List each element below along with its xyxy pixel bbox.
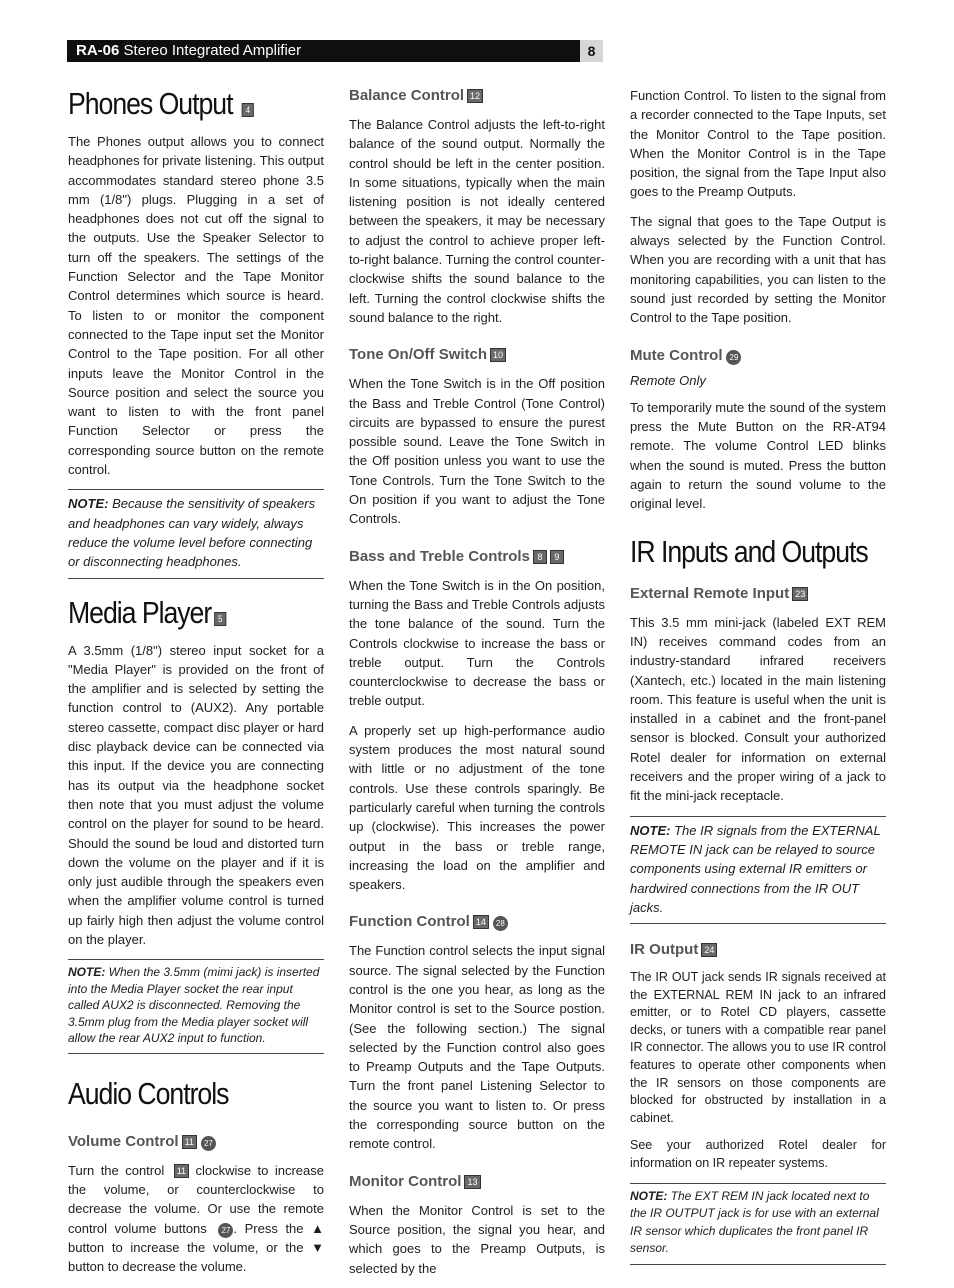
header-title xyxy=(76,42,301,59)
bass-treble-body-1: When the Tone Switch is in the On position, turning the Bass and Treble Controls adjusts the tone balance of the sound. Turn the Controls clockwise to increase the bass or treble output. Turn the Controls counterclockwise to decrease the bass or treble output. xyxy=(349,577,605,709)
ref-tag: 5 xyxy=(214,612,226,626)
media-body: A 3.5mm (1/8") stereo input socket for a "Media Player" is provided on the front of the amplifier and is selected by setting the function control to (AUX2). Any portable stereo cassette, compact disc player or hard disc playback device can be connected via this input. If the device you are connecting has its output via the headphone socket then note that you must adjust the volume control on the player for sound to be heard. Should the sound be loud and distorted turn down the volume on the player and if it is only just audible through the speakers even when the amplifier volume control is turned up fairly high then adjust the volume control on the player. xyxy=(68,642,324,947)
section-title-ir: IR Inputs and Outputs xyxy=(630,533,868,569)
phones-body: The Phones output allows you to connect headphones for private listening. This output accommodates standard stereo phone 3.5 mm (1/8") plugs. Plugging in a set of headphones does not cut off the signal to the outputs. Use the Speaker Selector to turn off the speakers. The settings of the Function Selector and the Tape Monitor Control determines which source is heard. To listen to or monitor the component connected to the Tape input set the Monitor Control to the Tape position. For all other inputs leave the Monitor Control in the Source position and select the source you want to listen to with the front panel Function Selector or press the corresponding source button on the remote control. xyxy=(68,134,324,478)
column-2 xyxy=(349,86,605,1288)
bass-treble-body-2: A properly set up high-performance audio system produces the most natural sound with little or no adjustment of the tone controls. Use these controls sparingly. Be particularly careful when turning the controls up (clockwise). This increases the power output in the bass or treble range, increasing the load on the amplifier and speakers. xyxy=(349,722,605,893)
bass-treble-heading: Bass and Treble Controls 8 9 xyxy=(349,547,605,567)
balance-heading: Balance Control 12 xyxy=(349,86,605,106)
mute-subtitle: Remote Only xyxy=(630,372,706,388)
monitor-continued-1: Function Control. To listen to the signal from a recorder connected to the Tape Inputs, set the Monitor Control to the Tape position. When the Monitor Control is in the Tape position, the signal from the Tape Input also goes to the Preamp Outputs. xyxy=(630,88,886,200)
tone-body: When the Tone Switch is in the Off position the Bass and Treble Control (Tone Control) circuits are bypassed to ensure the purest possible sound. Leave the Tone Switch in the Off position unless you want to use the Tone Controls. Turn the Tone Switch to the On position if you want to adjust the Tone Controls. xyxy=(349,376,605,527)
ir-output-body: The IR OUT jack sends IR signals received at the EXTERNAL REM IN jack to an infrared emitter, or to Rotel CD players, cassette decks, or tuners with a compatible rear panel IR connector. The allows you to use IR control features to operate other components when the IR sensors on those components are blocked for obstructed by installation in a cabinet. xyxy=(630,970,886,1125)
mute-body: To temporarily mute the sound of the system press the Mute Button on the RR-AT94 remote. The volume Control LED blinks when the sound is muted. Press the button again to return the sound volume to the original level. xyxy=(630,399,886,512)
ir-output-heading: IR Output 24 xyxy=(630,940,886,960)
monitor-continued-2: The signal that goes to the Tape Output is always selected by the Function Control. When you are recording with a unit that has monitoring capabilities, you can listen to the sound just recorded by setting the Monitor Control to the Tape position. xyxy=(630,213,886,326)
ir-note-1: NOTE: The IR signals from the EXTERNAL REMOTE IN jack can be relayed to source components using external IR emitters or hardwired connections from the IR OUT jacks. xyxy=(630,816,886,924)
model-name: RA-06 xyxy=(76,42,120,59)
media-note: NOTE: When the 3.5mm (mimi jack) is inserted into the Media Player socket the rear input called AUX2 is disconnected. Removing the 3.5mm plug from the Media player socket will allow the rear AUX2 input to function. xyxy=(68,959,324,1054)
page-header xyxy=(67,40,603,62)
balance-body: The Balance Control adjusts the left-to-right balance of the sound output. Normally the control should be left in the center position. In some situations, typically when the main listening position is not ideally centered between the speakers, it may be necessary to adjust the control to achieve proper left-to-right balance. Turning the control counter-clockwise shifts the sound balance to the left. Turning the control clockwise shifts the sound balance to the right. xyxy=(349,117,605,325)
section-title-audio-controls: Audio Controls xyxy=(68,1075,229,1111)
phones-note: NOTE: Because the sensitivity of speakers and headphones can vary widely, always reduce the volume level before connecting or disconnecting headphones. xyxy=(68,489,324,578)
function-body: The Function control selects the input signal source. The signal selected by the Function control is the one you hear, as long as the Monitor control is set to the Source postion. (See the following section.) The signal selected by the Function control also goes to Preamp Outputs and the Tape Outputs. Turn the front panel Listening Selector to the source you want to listen to. Or press the corresponding source button on the remote control. xyxy=(349,943,605,1152)
tone-heading: Tone On/Off Switch 10 xyxy=(349,345,605,365)
monitor-body: When the Monitor Control is set to the Source position, the signal you hear, and which goes to the Preamp Outputs, is selected by the xyxy=(349,1202,605,1276)
product-subtitle: Stereo Integrated Amplifier xyxy=(119,42,302,59)
column-3 xyxy=(630,86,886,1281)
mute-heading: Mute Control 29 xyxy=(630,346,886,366)
ir-note-2: NOTE: The EXT REM IN jack located next to the IR OUTPUT jack is for use with an external IR sensor which duplicates the front panel IR sensor. xyxy=(630,1183,886,1265)
volume-body: Turn the control 11 clockwise to increase the volume, or counterclockwise to decrease the volume. Or use the remote control volume buttons 27 . Press the ▲ button to increase the volume, or the ▼ button to decrease the volume. xyxy=(68,1162,324,1275)
page-number: 8 xyxy=(580,40,603,62)
external-remote-heading: External Remote Input 23 xyxy=(630,584,886,604)
function-heading: Function Control 14 28 xyxy=(349,912,605,932)
ir-output-body-2: See your authorized Rotel dealer for information on IR repeater systems. xyxy=(630,1138,886,1171)
ref-tag: 4 xyxy=(241,103,253,117)
section-title-phones: Phones Output 4 xyxy=(68,86,288,122)
external-remote-body: This 3.5 mm mini-jack (labeled EXT REM IN) receives command codes from an industry-standard infrared receivers (Xantech, etc.) located in the main listening room. This feature is useful when the unit is installed in a cabinet and the front-panel sensor is blocked. Consult your authorized Rotel dealer for information on external receivers and the proper wiring of a jack to fit the mini-jack receptacle. xyxy=(630,614,886,804)
volume-heading: Volume Control 11 27 xyxy=(68,1132,324,1152)
section-title-media-player: Media Player 5 xyxy=(68,595,288,631)
monitor-heading: Monitor Control 13 xyxy=(349,1172,605,1192)
column-1 xyxy=(68,86,324,1287)
